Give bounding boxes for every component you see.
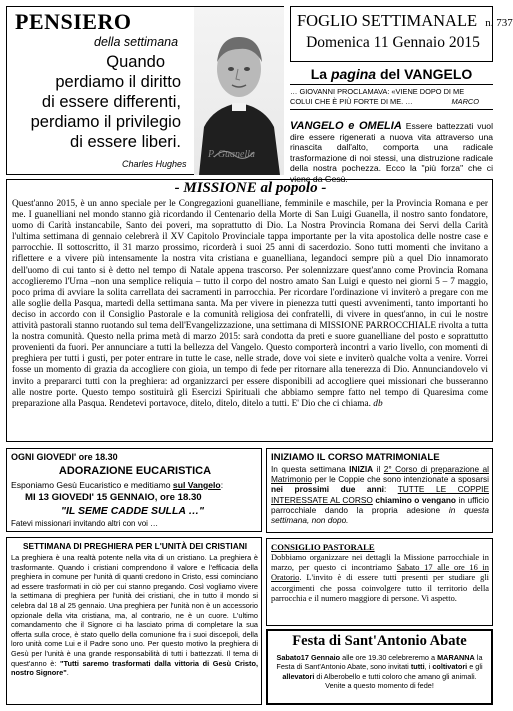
festa-box [266, 629, 493, 705]
omelia-text: Essere battezzati vuol dire essere rigenerati a nuova vita attraverso una rinascita dall'alto, comporta una radicale trasformazione di noi stessi, una distruzione radicale della nostra pochezza. Ecco la "più forza" che ci viene da Gesù. [290, 121, 493, 184]
missione-title: - MISSIONE al popolo - [174, 180, 327, 196]
vangelo-quote [290, 87, 493, 107]
consiglio-t3: . L'invito è di essere tutti presenti per studiare gli accorgimenti che possa coinvolgere tutto il territorio della parrocchia e il numero maggiore di persone. Vi aspetto. [271, 573, 489, 603]
vangelo-rule [290, 84, 493, 85]
quote-box [6, 6, 284, 175]
omelia-section [290, 121, 493, 185]
unita-text [11, 553, 258, 678]
festa-title: Festa di Sant'Antonio Abate [292, 633, 467, 649]
masthead-box [290, 6, 513, 62]
masthead-title-row [297, 11, 513, 31]
corso-t12: in questa settimana, non dopo. [271, 504, 489, 526]
corso-t8: TUTTE LE COPPIE INTERESSATE AL CORSO [271, 484, 490, 505]
corso-t4: 2° Corso di preparazione al Matrimonio [271, 464, 489, 485]
missione-body: Quest'anno 2015, è un anno speciale per le Congregazioni guanelliane, femminile e maschile, per la Provincia Romana e per me. I guanelliani nel mondo stanno già ricordando il Centenario della Morte di San Luigi Guanella, il nostro santo fondatore, uomo di Carità instancabile, Santo dei poveri, ma soprattutto di Dio. La Nostra Provincia Romana dei Servi della Carità l'ultima settimana di gennaio celebrerà il XV Capitolo Provinciale tappa importante per la vita apostolica delle nostre case e parrocchie. Il sottoscritto, il 31 marzo prossimo, ricorderà i suoi 25 anni di sacerdozio. Sono tutti momenti che invitano a riflettere e a vivere più intensamente la nostra vita cristiana e guanelliana, legandoci sempre più a quel Dio innamorato dell'uomo di cui tanto si è detto nel tempo di Natale appena trascorso. Per solennizzare quest'anno come Provincia Romana accoglieremo l'Urna –non una semplice reliquia – tutto il corpo del nostro amato San Luigi e questo nei giorni 5 – 7 maggio, poco prima di avviare la solita carrellata dei sacramenti in parrocchia. Per ricordare l'ordinazione vi inviterò a pregare con me alle soglie della Pasqua, martedì della settimana santa. Ma per vivere in pienezza tutti questi avvenimenti, tanto importanti ho deciso in accordo con il Consiglio Pastorale e la comunità religiosa dei confratelli, di vivere in quest'anno, in cui le nostre attività pastorali stanno ruotando sul tema dell'Evangelizzazione, una settimana di MISSIONE PARROCCHIALE rivolta a tutta la nostra comunità. Questo nella prima metà di marzo 2015: sarà condotta da preti e suore guanelliane del posto e soprattutto provenienti da fuori. Per annunciare a tutti la bellezza del Vangelo. Questo comporterà incontri a vario livello, con momenti di preghiera per tutti i gusti, per poter entrare in tutte le case, nelle strade, dove voi siete e inviterò qualche volta a venire. Vorrei fosse un momento di grazia da accogliere con gioia, un tempo di fede per ritornare alla tenerezza di Dio. Annunciandovelo vi invito a prepararci tutti con la preghiera: ad organizzarci per essere disponibili ad accogliere quei missionari che busseranno alle nostre porte. Questo tempo sostituirà gli Esercizi Spirituali che abbiamo sempre fatto nel tempo di Quaresima come preparazione alla Pasqua. Rendetevi portavoce, ditelo, ditelo, ditelo a tutti. E' Dio che ci chiama. [12, 199, 488, 409]
consiglio-t2: Sabato 17 alle ore 16 in Oratorio [271, 563, 489, 583]
portrait-signature: P. Guanella [208, 149, 256, 160]
unita-end: . [66, 668, 69, 678]
missione-box [6, 179, 493, 442]
corso-t3: il [373, 464, 384, 474]
vangelo-heading [290, 66, 493, 82]
quote-line: di essere liberi. [70, 133, 181, 151]
corso-box [266, 448, 493, 533]
corso-t7: : [384, 484, 398, 495]
festa-t3: MARANNA [437, 653, 475, 662]
corso-t5: per le Coppie che sono intenzionate a sposarsi [312, 474, 489, 485]
unita-body: La preghiera è una realtà potente nella vita di un cristiano. La preghiera è trasformante. Quando i cristiani comprendono il valore e l'efficacia della preghiera in comune per l'unità di quanti credono in Cristo, essi cominciano ad essere trasformati in ciò per cui stanno pregando. Così vogliamo vivere la settimana di preghiera per l'unità dei cristiani, che in tutto il mondo si celebra dal 18 al 25 gennaio. Una preghiera per l'unità non è un accessorio opzionale della vita cristiana, ma, al contrario, ne è un cuore. L'ultimo comandamento che il Signore ci ha lasciato prima di completare la sua offerta sulla croce, è stato quello della comunione fra i suoi discepoli, della loro unità come Lui e il Padre sono uno. Per questo motivo la preghiera di Gesù per l'unità è una grande responsabilità di tutti i battezzati. Il tema di quest'anno è: [11, 553, 258, 668]
festa-t10: di Alberobello e tutti coloro che amano gli animali. [314, 671, 477, 681]
missione-signature: db [373, 398, 383, 409]
festa-t5: tutti [410, 662, 425, 672]
consiglio-text [271, 553, 489, 604]
quote-text [15, 52, 165, 72]
quote-line: di essere differenti, [41, 93, 181, 111]
adorazione-box [6, 448, 262, 532]
quote-line: perdiamo il privilegio [30, 113, 181, 131]
festa-t4: la Festa di Sant'Antonio Abate, sono invitati [276, 653, 483, 672]
adorazione-when: OGNI GIOVEDI' ore 18.30 [11, 452, 118, 462]
festa-t6: , i [424, 662, 433, 672]
festa-text [271, 653, 488, 690]
vangelo-heading-em: pagina [330, 66, 377, 82]
quote-subtitle: della settimana [94, 35, 179, 49]
consiglio-t1: Dobbiamo organizzare nei dettagli la Missione parrocchiale in marzo, per questo ci incontriamo [271, 553, 489, 573]
festa-t11: Venite a questo momento di fede! [325, 680, 434, 690]
portrait-photo [194, 7, 284, 175]
festa-t7: coltivatori [432, 662, 468, 672]
vangelo-quote-line1: … GIOVANNI PROCLAMAVA: «VIENE DOPO DI ME [290, 87, 465, 96]
unita-title: SETTIMANA DI PREGHIERA PER L'UNITÀ DEI CRISTIANI [23, 541, 247, 551]
adorazione-theme: "IL SEME CADDE SULLA …" [61, 505, 204, 517]
quote-title: PENSIERO [15, 9, 132, 34]
quote-line: Quando [106, 53, 165, 71]
vangelo-quote-author: MARCO [451, 97, 479, 106]
corso-t6: nei prossimi due anni [271, 484, 384, 495]
adorazione-title: ADORAZIONE EUCARISTICA [58, 465, 212, 477]
vangelo-section [290, 66, 493, 110]
masthead-date: Domenica 11 Gennaio 2015 [306, 34, 480, 51]
quote-author: Charles Hughes [122, 159, 187, 169]
adorazione-line3 [11, 480, 261, 490]
festa-t9: allevatori [282, 671, 315, 681]
adorazione-invite: Fatevi missionari invitando altri con voi … [11, 519, 159, 528]
consiglio-box [266, 538, 493, 626]
festa-t2: alle ore 19.30 celebreremo a [340, 653, 438, 662]
corso-t11: in ufficio parrocchiale dando la propria adesione [271, 494, 489, 515]
festa-t8: e gli [467, 662, 483, 672]
adorazione-line3-post: : [220, 480, 224, 490]
issue-number: n. 737 [485, 17, 513, 29]
adorazione-line3-u: sul Vangelo [172, 480, 221, 490]
unita-box [6, 537, 262, 705]
missione-text [12, 199, 488, 410]
festa-t1: Sabato17 Gennaio [276, 653, 341, 662]
omelia-heading: VANGELO e OMELIA [290, 120, 402, 132]
corso-t2: INIZIA [349, 464, 374, 474]
quote-line: perdiamo il diritto [55, 73, 181, 91]
adorazione-line3-pre: Esponiamo Gesù Eucaristico e meditiamo [11, 480, 173, 490]
vangelo-heading-post: del VANGELO [376, 66, 473, 82]
unita-theme: "Tutti saremo trasformati dalla vittoria di Gesù Cristo, nostro Signore" [11, 658, 258, 678]
vangelo-rule-bottom [290, 109, 493, 110]
corso-text [271, 464, 489, 525]
corso-t1: In questa settimana [271, 464, 350, 474]
masthead-title: FOGLIO SETTIMANALE [297, 11, 478, 30]
corso-title: INIZIAMO IL CORSO MATRIMONIALE [271, 452, 440, 463]
corso-t10: chiamino o vengano [375, 494, 456, 505]
consiglio-title: CONSIGLIO PASTORALE [271, 542, 375, 552]
adorazione-date: MI 13 GIOVEDI' 15 GENNAIO, ore 18.30 [25, 492, 202, 503]
vangelo-quote-line2: COLUI CHE È PIÙ FORTE DI ME. … [290, 97, 413, 106]
quote-text-rest [15, 72, 181, 152]
vangelo-heading-pre: La [310, 66, 331, 82]
